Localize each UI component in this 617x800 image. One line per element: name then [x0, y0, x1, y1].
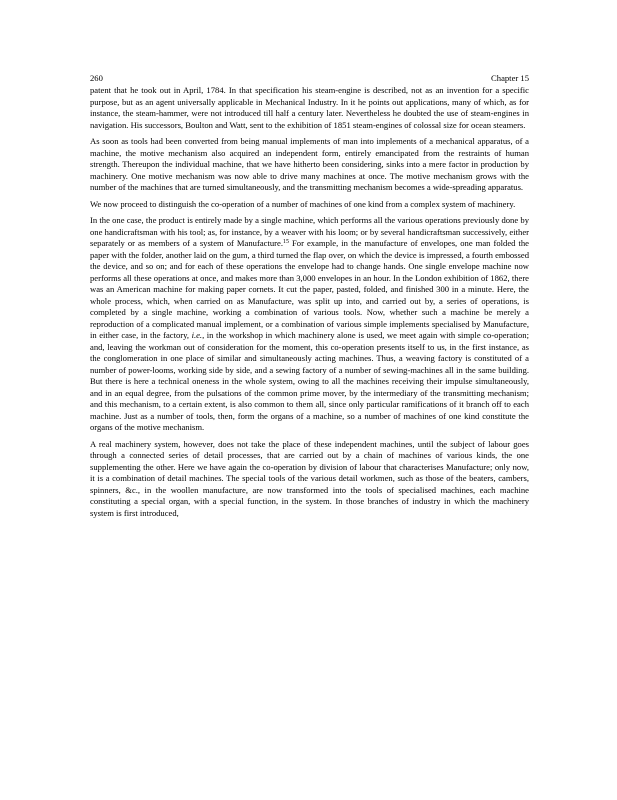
paragraph-text: We now proceed to distinguish the co-operation of a number of machines of one kind from a complex system of machinery.: [90, 198, 516, 209]
chapter-label: Chapter 15: [491, 73, 529, 83]
paragraph-watt-patent: [90, 85, 529, 131]
paragraph-text: As soon as tools had been converted from being manual implements of man into implements of a mechanical apparatus, of a machine, the motive mechanism also acquired an independent form, entirely emancipated from the restraints of human strength. Thereupon the individual machine, that we have hitherto been considering, sinks into a mere factor in production by machinery. One motive mechanism was now able to drive many machines at once. The motive mechanism grows with the number of the machines that are turned simultaneously, and the transmitting mechanism becomes a wide-spreading apparatus.: [90, 136, 529, 192]
paragraph-text: patent that he took out in April, 1784. In that specification his steam-engine is described, not as an invention for a specific purpose, but as an agent universally applicable in Mechanical Industry. In it he points out applications, many of which, as for instance, the steam-hammer, were not introduced till half a century later. Nevertheless he doubted the use of steam-engines in navigation. His successors, Boulton and Watt, sent to the exhibition of 1851 steam-engines of colossal size for ocean steamers.: [90, 85, 529, 130]
page-number: 260: [90, 73, 103, 83]
paragraph-single-machine: [90, 215, 529, 434]
paragraph-cooperation-intro: [90, 199, 529, 211]
paragraph-text: For example, in the manufacture of envelopes, one man folded the paper with the folder, another laid on the gum, a third turned the flap over, on which the device is impressed, a fourth embossed the device, and so on; and for each of these operations the envelope had to change hands. One single envelope machine now performs all these operations at once, and makes more than 3,000 envelopes in an hour. In the London exhibition of 1862, there was an American machine for making paper cornets. It cut the paper, pasted, folded, and finished 300 in a minute. Here, the whole process, which, when carried on as Manufacture, was split up into, and carried out by, a series of operations, is completed by a single machine, working a combination of various tools. Now, whether such a machine be merely a reproduction of a complicated manual implement, or a combination of various simple implements specialised by Manufacture, in either case, in the factory,: [90, 238, 529, 340]
italic-text: i.e.: [191, 330, 203, 340]
footnote-marker[interactable]: 15: [282, 239, 289, 245]
paragraph-motive-mechanism: [90, 136, 529, 194]
paragraph-text: A real machinery system, however, does not take the place of these independent machines, until the subject of labour goes through a connected series of detail processes, that are carried out by a chain of machines of various kinds, the one supplementing the other. Here we have again the co-operation by division of labour that characterises Manufacture; only now, it is a combination of detail machines. The special tools of the various detail workmen, such as those of the beaters, cambers, spinners, &c., in the woollen manufacture, are now transformed into the tools of specialised machines, each machine constituting a special organ, with a special function, in the system. In those branches of industry in which the machinery system is first introduced,: [90, 438, 529, 518]
running-header: [90, 73, 529, 84]
paragraph-text: In the one case, the product is entirely made by a single machine, which performs all the various operations previously done by one handicraftsman with his tool; as, for instance, by a weaver with his loom; or by several handicraftsman successively, either separately or as members of a system of Manufacture.: [90, 215, 529, 248]
document-page: [90, 73, 529, 524]
paragraph-text: , in the workshop in which machinery alone is used, we meet again with simple co-operation; and, leaving the workman out of consideration for the moment, this co-operation presents itself to us, in the first instance, as the conglomeration in one place of similar and simultaneously acting machines. Thus, a weaving factory is constituted of a number of power-looms, working side by side, and a sewing factory of a number of sewing-machines all in the same building. But there is here a technical oneness in the whole system, owing to all the machines receiving their impulse simultaneously, and in an equal degree, from the pulsations of the common prime mover, by the intermediary of the transmitting mechanism; and this mechanism, to a certain extent, is also common to them all, since only particular ramifications of it branch off to each machine. Just as a number of tools, then, form the organs of a machine, so a number of machines of one kind constitute the organs of the motive mechanism.: [90, 330, 529, 432]
paragraph-machinery-system: [90, 439, 529, 520]
